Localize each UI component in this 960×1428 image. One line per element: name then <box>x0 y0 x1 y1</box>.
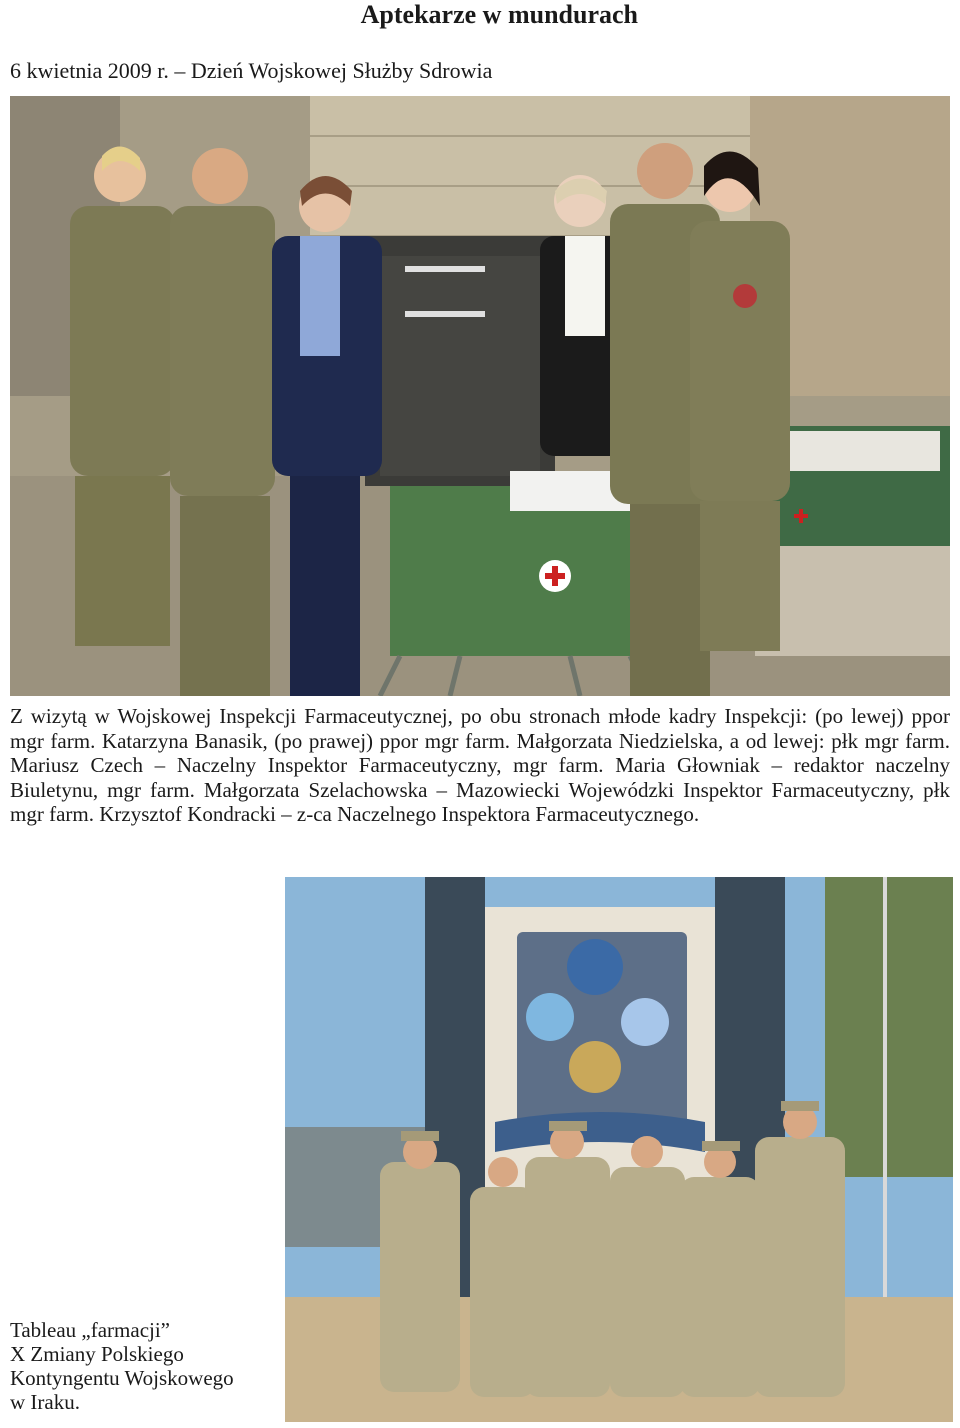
soldiers-photo-icon <box>285 877 953 1422</box>
photo-caption-side <box>10 1318 280 1414</box>
group-photo-icon <box>10 96 950 696</box>
photo-iraq-contingent <box>285 877 953 1422</box>
caption-line: Kontyngentu Wojskowego <box>10 1366 234 1390</box>
photo-pharmacists-group <box>10 96 950 696</box>
caption-line: w Iraku. <box>10 1390 80 1414</box>
caption-line: Tableau „farmacji” <box>10 1318 171 1342</box>
photo-caption-main: Z wizytą w Wojskowej Inspekcji Farmaceutycznej, po obu stronach młode kadry Inspekcji: (po lewej) ppor mgr farm. Katarzyna Banasik, (po prawej) ppor mgr farm. Małgorzata Niedzielska, a od lewej: płk mgr farm. Mariusz Czech – Naczelny Inspektor Farmaceutyczny, mgr farm. Maria Głowniak – redaktor naczelny Biuletynu, mgr farm. Małgorzata Szelachowska – Mazowiecki Wojewódzki Inspektor Farmaceutyczny, płk mgr farm. Krzysztof Kondracki – z-ca Naczelnego Inspektora Farmaceutycznego. <box>10 704 950 826</box>
caption-line: X Zmiany Polskiego <box>10 1342 184 1366</box>
date-line: 6 kwietnia 2009 r. – Dzień Wojskowej Służby Sdrowia <box>10 58 493 83</box>
page-title: Aptekarze w mundurach <box>360 0 638 29</box>
